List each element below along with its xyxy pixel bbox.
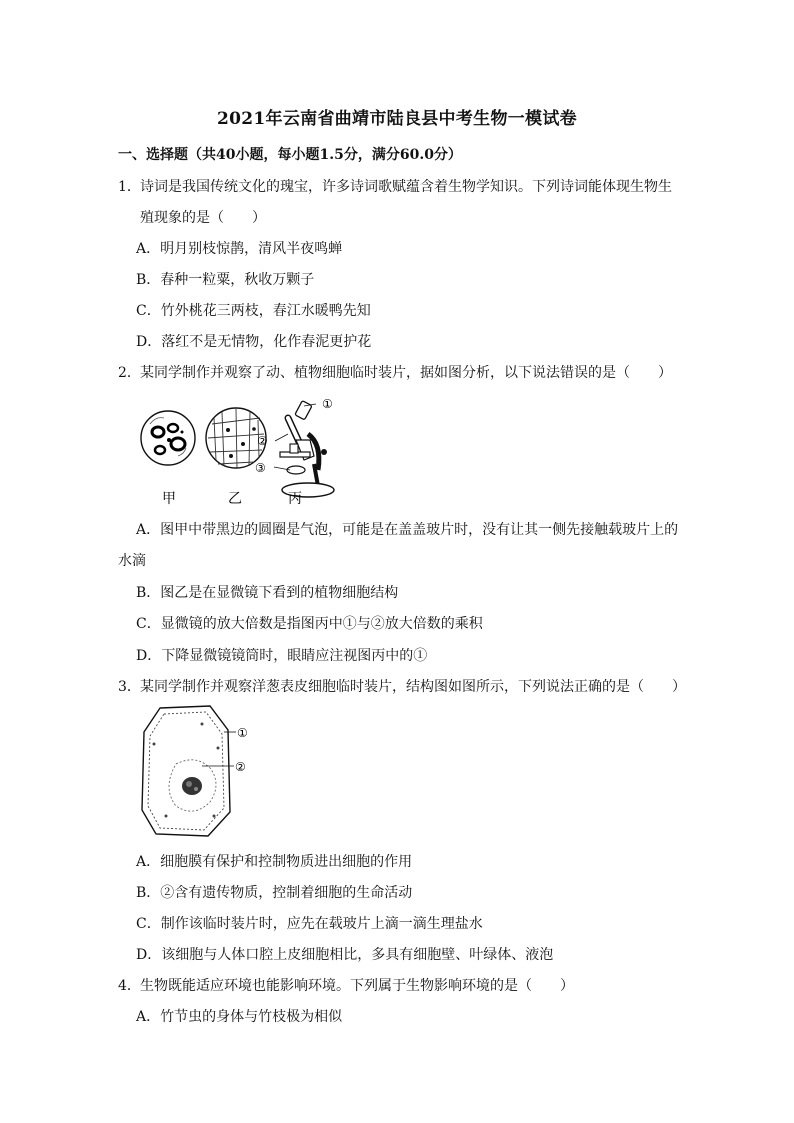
question-text: 诗词是我国传统文化的瑰宝，许多诗词歌赋蕴含着生物学知识。下列诗词能体现生物生: [140, 179, 672, 195]
question-1-stem: [118, 178, 672, 196]
question-2-option-d: D．下降显微镜镜筒时，眼睛应注视图丙中的①: [136, 648, 428, 664]
question-2-stem: [118, 364, 672, 382]
question-3-option-a: A．细胞膜有保护和控制物质进出细胞的作用: [136, 854, 413, 870]
question-number: 3．: [118, 679, 141, 695]
question-1-stem-cont: 殖现象的是（ ）: [140, 210, 266, 226]
section-heading: 一、选择题（共40小题，每小题1.5分，满分60.0分）: [118, 147, 462, 163]
figure-marker-3: ③: [255, 461, 266, 475]
question-4-option-a: A．竹节虫的身体与竹枝极为相似: [136, 1009, 343, 1025]
question-2-option-b: B．图乙是在显微镜下看到的植物细胞结构: [136, 585, 399, 601]
figure-marker-2: ②: [257, 434, 268, 448]
question-text: 某同学制作并观察洋葱表皮细胞临时装片，结构图如图所示，下列说法正确的是（ ）: [140, 679, 686, 695]
question-3-figure: [136, 704, 256, 840]
question-2-option-c: C．显微镜的放大倍数是指图丙中①与②放大倍数的乘积: [136, 616, 483, 632]
figure-bing-microscope: [280, 401, 334, 497]
question-1-option-b: B．春种一粒粟，秋收万颗子: [136, 272, 315, 288]
question-3-stem: [118, 678, 686, 696]
question-text: 某同学制作并观察了动、植物细胞临时装片，据如图分析，以下说法错误的是（ ）: [140, 365, 672, 381]
question-2-figure: [138, 394, 333, 508]
question-3-option-c: C．制作该临时装片时，应先在载玻片上滴一滴生理盐水: [136, 916, 483, 932]
question-number: 2．: [118, 365, 141, 381]
figure-label-yi: 乙: [228, 491, 242, 507]
question-1-option-d: D．落红不是无情物，化作春泥更护花: [136, 334, 372, 350]
question-text: 生物既能适应环境也能影响环境。下列属于生物影响环境的是（ ）: [140, 978, 574, 994]
figure-jia-circle: [141, 411, 195, 465]
question-2-option-a: A．图甲中带黑边的圆圈是气泡，可能是在盖盖玻片时，没有让其一侧先接触载玻片上的: [136, 522, 679, 538]
question-1-option-a: A．明月别枝惊鹊，清风半夜鸣蝉: [136, 241, 343, 257]
question-3-option-d: D．该细胞与人体口腔上皮细胞相比，多具有细胞壁、叶绿体、液泡: [136, 947, 554, 963]
figure-label-jia: 甲: [162, 491, 176, 507]
figure-marker-1: ①: [322, 397, 333, 411]
figure-label-bing: 丙: [288, 491, 302, 507]
question-1-option-c: C．竹外桃花三两枝，春江水暖鸭先知: [136, 303, 371, 319]
page-title: 2021年云南省曲靖市陆良县中考生物一模试卷: [217, 109, 577, 129]
question-number: 4．: [118, 978, 141, 994]
onion-cell: [142, 706, 230, 836]
figure-marker-2: ②: [235, 760, 246, 774]
figure-marker-1: ①: [237, 726, 248, 740]
question-2-option-a-cont: 水滴: [118, 553, 146, 569]
question-number: 1．: [118, 179, 141, 195]
question-3-option-b: B．②含有遗传物质，控制着细胞的生命活动: [136, 885, 413, 901]
question-4-stem: [118, 977, 574, 995]
